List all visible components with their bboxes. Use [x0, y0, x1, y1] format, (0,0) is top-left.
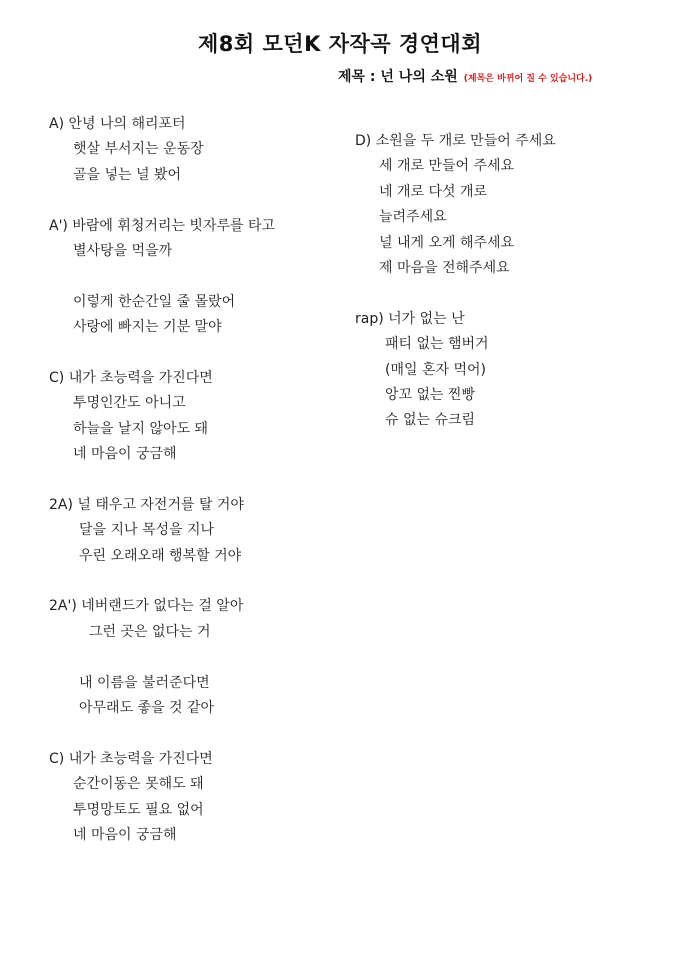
- lyric-line: 순간이동은 못해도 돼: [73, 776, 204, 793]
- lyric-line: 사랑에 빠지는 기분 말야: [73, 319, 222, 336]
- song-title-text: 제목 : 넌 나의 소원: [338, 69, 458, 85]
- lyric-line: 네 개로 다섯 개로: [379, 183, 488, 200]
- lyric-line: 2A) 널 태우고 자전거를 탈 거야: [49, 496, 244, 513]
- lyric-line: 네 마음이 궁금해: [73, 826, 177, 843]
- lyric-line: 제 마음을 전해주세요: [379, 259, 510, 276]
- lyric-line: 하늘을 날지 않아도 돼: [73, 420, 209, 437]
- stanza-2a: [49, 493, 339, 569]
- lyric-line: 이렇게 한순간일 줄 몰랐어: [73, 293, 236, 310]
- lyric-line: C) 내가 초능력을 가진다면: [49, 369, 213, 386]
- document-title: 제8회 모던K 자작곡 경연대회: [198, 32, 482, 56]
- lyric-line: 널 내게 오게 해주세요: [379, 234, 515, 251]
- stanza-a: [49, 112, 339, 188]
- stanza-c-2: [49, 747, 339, 849]
- lyric-line: 패티 없는 햄버거: [385, 336, 489, 353]
- lyric-line: 늘려주세요: [379, 209, 447, 226]
- lyric-line: 골을 넣는 널 봤어: [73, 166, 182, 183]
- lyric-line: A) 안녕 나의 해리포터: [49, 116, 186, 132]
- lyric-line: 앙꼬 없는 찐빵: [385, 386, 476, 403]
- lyric-line: 슈 없는 슈크림: [385, 412, 476, 429]
- song-title: [338, 66, 592, 86]
- lyric-line: A') 바람에 휘청거리는 빗자루를 타고: [49, 217, 276, 234]
- stanza-rap: [355, 307, 655, 434]
- lyric-line: 그런 곳은 없다는 거: [89, 623, 211, 640]
- lyrics-right-column: [355, 129, 655, 434]
- lyric-line: (매일 혼자 먹어): [385, 361, 486, 378]
- lyric-line: 세 개로 만들어 주세요: [379, 158, 515, 175]
- stanza-a-prime-2: [49, 290, 339, 341]
- lyric-line: 햇살 부서지는 운동장: [73, 141, 204, 158]
- lyric-line: 아무래도 좋을 것 같아: [79, 699, 215, 716]
- lyric-line: 네 마음이 궁금해: [73, 446, 177, 463]
- lyric-line: 우린 오래오래 행복할 거야: [79, 547, 242, 564]
- lyric-line: C) 내가 초능력을 가진다면: [49, 750, 213, 767]
- stanza-c: [49, 366, 339, 468]
- title-change-note: (제목은 바뀌어 질 수 있습니다.): [463, 74, 593, 84]
- lyric-line: 달을 지나 목성을 지나: [79, 522, 215, 539]
- lyric-line: D) 소원을 두 개로 만들어 주세요: [355, 133, 556, 149]
- stanza-d: [355, 129, 655, 281]
- lyric-line: 투명망토도 필요 없어: [73, 801, 204, 818]
- lyric-line: 별사탕을 먹을까: [73, 242, 173, 259]
- lyric-line: 내 이름을 불러준다면: [79, 674, 210, 691]
- lyrics-left-column: [49, 112, 339, 848]
- lyric-line: 2A') 네버랜드가 없다는 걸 알아: [49, 598, 244, 615]
- stanza-a-prime: [49, 214, 339, 265]
- stanza-2a-prime: [49, 594, 339, 645]
- stanza-2a-prime-2: [49, 671, 339, 722]
- lyric-line: rap) 너가 없는 난: [355, 310, 465, 327]
- lyric-line: 투명인간도 아니고: [73, 395, 186, 412]
